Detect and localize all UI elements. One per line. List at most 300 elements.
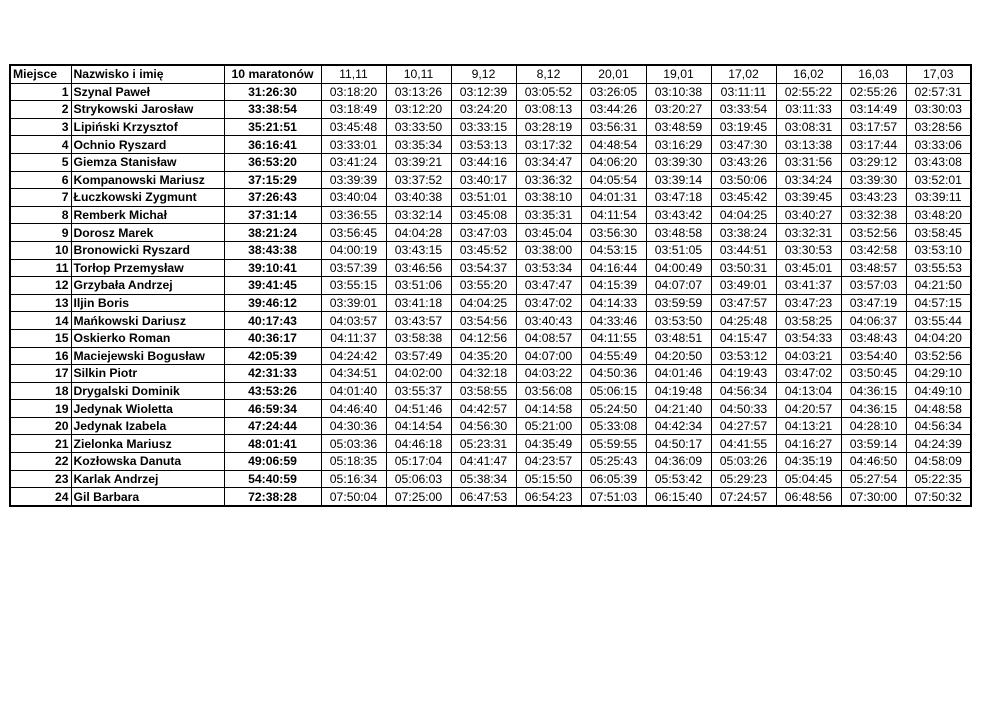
marathon-time-cell: 04:01:40 (321, 382, 386, 400)
marathon-time-cell: 04:46:18 (386, 435, 451, 453)
place-cell: 16 (10, 347, 71, 365)
marathon-time-cell: 03:30:03 (906, 101, 971, 119)
header-row (10, 65, 971, 83)
marathon-time-cell: 03:51:01 (451, 189, 516, 207)
marathon-time-cell: 03:14:49 (841, 101, 906, 119)
marathon-time-cell: 04:58:09 (906, 453, 971, 471)
marathon-time-cell: 05:04:45 (776, 470, 841, 488)
marathon-time-cell: 05:03:26 (711, 453, 776, 471)
place-cell: 8 (10, 206, 71, 224)
marathon-time-cell: 03:55:37 (386, 382, 451, 400)
marathon-time-cell: 03:41:18 (386, 294, 451, 312)
marathon-time-cell: 04:15:47 (711, 329, 776, 347)
marathon-time-cell: 02:55:26 (841, 83, 906, 101)
name-cell: Maciejewski Bogusław (71, 347, 224, 365)
total-time-cell: 72:38:28 (224, 488, 321, 506)
marathon-time-cell: 03:16:29 (646, 136, 711, 154)
place-cell: 19 (10, 400, 71, 418)
marathon-time-cell: 03:33:54 (711, 101, 776, 119)
total-time-cell: 47:24:44 (224, 417, 321, 435)
marathon-time-cell: 03:40:27 (776, 206, 841, 224)
marathon-time-cell: 04:46:50 (841, 453, 906, 471)
marathon-time-cell: 07:30:00 (841, 488, 906, 506)
name-cell: Torłop Przemysław (71, 259, 224, 277)
table-row (10, 259, 971, 277)
header-place: Miejsce (10, 65, 71, 83)
marathon-time-cell: 03:39:45 (776, 189, 841, 207)
marathon-time-cell: 03:47:18 (646, 189, 711, 207)
marathon-time-cell: 03:38:24 (711, 224, 776, 242)
marathon-time-cell: 05:03:36 (321, 435, 386, 453)
table-row (10, 312, 971, 330)
marathon-time-cell: 03:17:57 (841, 118, 906, 136)
marathon-time-cell: 03:32:14 (386, 206, 451, 224)
total-time-cell: 39:10:41 (224, 259, 321, 277)
marathon-time-cell: 03:53:12 (711, 347, 776, 365)
marathon-time-cell: 03:58:25 (776, 312, 841, 330)
total-time-cell: 40:17:43 (224, 312, 321, 330)
name-cell: Silkin Piotr (71, 365, 224, 383)
marathon-time-cell: 04:01:31 (581, 189, 646, 207)
marathon-time-cell: 04:04:25 (711, 206, 776, 224)
marathon-time-cell: 03:57:49 (386, 347, 451, 365)
marathon-time-cell: 05:16:34 (321, 470, 386, 488)
marathon-time-cell: 04:04:28 (386, 224, 451, 242)
marathon-time-cell: 03:45:01 (776, 259, 841, 277)
marathon-time-cell: 04:50:36 (581, 365, 646, 383)
marathon-time-cell: 03:31:56 (776, 153, 841, 171)
marathon-time-cell: 04:15:39 (581, 277, 646, 295)
marathon-time-cell: 05:18:35 (321, 453, 386, 471)
marathon-time-cell: 06:15:40 (646, 488, 711, 506)
table-row (10, 417, 971, 435)
marathon-time-cell: 04:56:30 (451, 417, 516, 435)
marathon-time-cell: 06:47:53 (451, 488, 516, 506)
total-time-cell: 42:05:39 (224, 347, 321, 365)
header-date: 8,12 (516, 65, 581, 83)
marathon-time-cell: 04:04:20 (906, 329, 971, 347)
marathon-time-cell: 05:38:34 (451, 470, 516, 488)
marathon-time-cell: 04:35:20 (451, 347, 516, 365)
marathon-time-cell: 04:41:55 (711, 435, 776, 453)
marathon-time-cell: 03:49:01 (711, 277, 776, 295)
marathon-time-cell: 03:56:08 (516, 382, 581, 400)
name-cell: Remberk Michał (71, 206, 224, 224)
marathon-time-cell: 03:20:27 (646, 101, 711, 119)
marathon-time-cell: 03:54:33 (776, 329, 841, 347)
marathon-time-cell: 05:06:03 (386, 470, 451, 488)
header-date: 11,11 (321, 65, 386, 83)
marathon-time-cell: 03:39:30 (646, 153, 711, 171)
marathon-time-cell: 04:21:50 (906, 277, 971, 295)
marathon-time-cell: 07:50:04 (321, 488, 386, 506)
place-cell: 12 (10, 277, 71, 295)
marathon-time-cell: 03:43:57 (386, 312, 451, 330)
place-cell: 17 (10, 365, 71, 383)
marathon-time-cell: 03:40:04 (321, 189, 386, 207)
total-time-cell: 36:53:20 (224, 153, 321, 171)
marathon-time-cell: 03:55:53 (906, 259, 971, 277)
marathon-time-cell: 03:18:20 (321, 83, 386, 101)
marathon-time-cell: 03:56:30 (581, 224, 646, 242)
marathon-time-cell: 04:20:50 (646, 347, 711, 365)
marathon-time-cell: 03:37:52 (386, 171, 451, 189)
table-row (10, 329, 971, 347)
marathon-time-cell: 03:08:31 (776, 118, 841, 136)
marathon-time-cell: 03:56:45 (321, 224, 386, 242)
marathon-time-cell: 04:33:46 (581, 312, 646, 330)
total-time-cell: 36:16:41 (224, 136, 321, 154)
table-row (10, 171, 971, 189)
marathon-time-cell: 04:14:33 (581, 294, 646, 312)
name-cell: Grzybała Andrzej (71, 277, 224, 295)
marathon-time-cell: 03:13:38 (776, 136, 841, 154)
marathon-time-cell: 06:05:39 (581, 470, 646, 488)
marathon-time-cell: 04:36:15 (841, 400, 906, 418)
table-row (10, 453, 971, 471)
marathon-time-cell: 03:47:47 (516, 277, 581, 295)
header-date: 16,02 (776, 65, 841, 83)
place-cell: 3 (10, 118, 71, 136)
place-cell: 14 (10, 312, 71, 330)
marathon-time-cell: 03:26:05 (581, 83, 646, 101)
table-row (10, 136, 971, 154)
marathon-time-cell: 05:25:43 (581, 453, 646, 471)
marathon-time-cell: 04:50:17 (646, 435, 711, 453)
marathon-time-cell: 04:50:33 (711, 400, 776, 418)
table-row (10, 153, 971, 171)
marathon-time-cell: 04:42:34 (646, 417, 711, 435)
marathon-time-cell: 04:11:37 (321, 329, 386, 347)
marathon-time-cell: 04:36:09 (646, 453, 711, 471)
marathon-time-cell: 03:39:14 (646, 171, 711, 189)
marathon-time-cell: 03:47:23 (776, 294, 841, 312)
name-cell: Szynal Paweł (71, 83, 224, 101)
marathon-time-cell: 03:32:31 (776, 224, 841, 242)
marathon-time-cell: 03:38:10 (516, 189, 581, 207)
marathon-time-cell: 05:24:50 (581, 400, 646, 418)
marathon-time-cell: 03:33:01 (321, 136, 386, 154)
place-cell: 1 (10, 83, 71, 101)
total-time-cell: 33:38:54 (224, 101, 321, 119)
marathon-time-cell: 03:47:30 (711, 136, 776, 154)
marathon-time-cell: 03:55:20 (451, 277, 516, 295)
marathon-time-cell: 05:27:54 (841, 470, 906, 488)
marathon-time-cell: 04:08:57 (516, 329, 581, 347)
marathon-time-cell: 03:47:03 (451, 224, 516, 242)
marathon-time-cell: 03:57:39 (321, 259, 386, 277)
marathon-time-cell: 07:25:00 (386, 488, 451, 506)
name-cell: Strykowski Jarosław (71, 101, 224, 119)
marathon-time-cell: 03:47:02 (776, 365, 841, 383)
marathon-time-cell: 05:29:23 (711, 470, 776, 488)
marathon-time-cell: 03:36:55 (321, 206, 386, 224)
marathon-time-cell: 03:59:59 (646, 294, 711, 312)
total-time-cell: 31:26:30 (224, 83, 321, 101)
marathon-time-cell: 03:41:37 (776, 277, 841, 295)
marathon-time-cell: 03:56:31 (581, 118, 646, 136)
marathon-time-cell: 03:33:50 (386, 118, 451, 136)
table-row (10, 435, 971, 453)
marathon-time-cell: 04:49:10 (906, 382, 971, 400)
marathon-time-cell: 03:39:30 (841, 171, 906, 189)
marathon-time-cell: 04:53:15 (581, 241, 646, 259)
marathon-time-cell: 03:34:47 (516, 153, 581, 171)
total-time-cell: 38:43:38 (224, 241, 321, 259)
marathon-time-cell: 04:25:48 (711, 312, 776, 330)
marathon-time-cell: 03:44:51 (711, 241, 776, 259)
marathon-time-cell: 04:03:57 (321, 312, 386, 330)
table-row (10, 382, 971, 400)
table-row (10, 470, 971, 488)
header-name: Nazwisko i imię (71, 65, 224, 83)
marathon-time-cell: 04:56:34 (906, 417, 971, 435)
marathon-time-cell: 03:50:06 (711, 171, 776, 189)
marathon-time-cell: 05:23:31 (451, 435, 516, 453)
marathon-time-cell: 03:57:03 (841, 277, 906, 295)
place-cell: 10 (10, 241, 71, 259)
table-row (10, 118, 971, 136)
name-cell: Oskierko Roman (71, 329, 224, 347)
marathon-time-cell: 03:13:26 (386, 83, 451, 101)
marathon-time-cell: 04:24:39 (906, 435, 971, 453)
total-time-cell: 37:26:43 (224, 189, 321, 207)
marathon-time-cell: 04:48:58 (906, 400, 971, 418)
total-time-cell: 37:15:29 (224, 171, 321, 189)
header-date: 17,02 (711, 65, 776, 83)
marathon-time-cell: 04:03:21 (776, 347, 841, 365)
table-row (10, 347, 971, 365)
marathon-time-cell: 03:58:45 (906, 224, 971, 242)
marathon-time-cell: 03:10:38 (646, 83, 711, 101)
marathon-time-cell: 03:43:15 (386, 241, 451, 259)
marathon-time-cell: 03:52:56 (841, 224, 906, 242)
total-time-cell: 39:46:12 (224, 294, 321, 312)
marathon-time-cell: 03:51:06 (386, 277, 451, 295)
marathon-time-cell: 03:11:33 (776, 101, 841, 119)
name-cell: Mańkowski Dariusz (71, 312, 224, 330)
marathon-time-cell: 03:42:58 (841, 241, 906, 259)
header-date: 9,12 (451, 65, 516, 83)
marathon-time-cell: 03:28:56 (906, 118, 971, 136)
marathon-time-cell: 03:30:53 (776, 241, 841, 259)
marathon-time-cell: 03:17:32 (516, 136, 581, 154)
marathon-time-cell: 03:38:00 (516, 241, 581, 259)
marathon-time-cell: 03:43:23 (841, 189, 906, 207)
marathon-time-cell: 03:45:48 (321, 118, 386, 136)
marathon-time-cell: 03:36:32 (516, 171, 581, 189)
marathon-time-cell: 03:45:04 (516, 224, 581, 242)
marathon-time-cell: 03:48:59 (646, 118, 711, 136)
marathon-time-cell: 03:33:15 (451, 118, 516, 136)
marathon-time-cell: 03:48:57 (841, 259, 906, 277)
place-cell: 24 (10, 488, 71, 506)
place-cell: 9 (10, 224, 71, 242)
marathon-time-cell: 03:40:38 (386, 189, 451, 207)
place-cell: 23 (10, 470, 71, 488)
name-cell: Drygalski Dominik (71, 382, 224, 400)
marathon-time-cell: 02:57:31 (906, 83, 971, 101)
marathon-time-cell: 04:35:19 (776, 453, 841, 471)
marathon-time-cell: 04:20:57 (776, 400, 841, 418)
marathon-time-cell: 03:55:15 (321, 277, 386, 295)
marathon-time-cell: 03:54:40 (841, 347, 906, 365)
marathon-time-cell: 03:24:20 (451, 101, 516, 119)
marathon-time-cell: 03:11:11 (711, 83, 776, 101)
marathon-time-cell: 03:43:26 (711, 153, 776, 171)
name-cell: Jedynak Wioletta (71, 400, 224, 418)
name-cell: Karlak Andrzej (71, 470, 224, 488)
marathon-time-cell: 03:48:58 (646, 224, 711, 242)
marathon-time-cell: 04:12:56 (451, 329, 516, 347)
marathon-time-cell: 05:21:00 (516, 417, 581, 435)
marathon-time-cell: 03:47:57 (711, 294, 776, 312)
place-cell: 13 (10, 294, 71, 312)
name-cell: Dorosz Marek (71, 224, 224, 242)
place-cell: 6 (10, 171, 71, 189)
marathon-time-cell: 04:02:00 (386, 365, 451, 383)
name-cell: Zielonka Mariusz (71, 435, 224, 453)
marathon-time-cell: 03:48:43 (841, 329, 906, 347)
marathon-time-cell: 03:50:45 (841, 365, 906, 383)
place-cell: 4 (10, 136, 71, 154)
marathon-time-cell: 03:12:39 (451, 83, 516, 101)
marathon-time-cell: 04:35:49 (516, 435, 581, 453)
marathon-time-cell: 04:48:54 (581, 136, 646, 154)
place-cell: 7 (10, 189, 71, 207)
marathon-time-cell: 03:39:11 (906, 189, 971, 207)
marathon-time-cell: 04:32:18 (451, 365, 516, 383)
marathon-time-cell: 03:54:37 (451, 259, 516, 277)
marathon-time-cell: 05:06:15 (581, 382, 646, 400)
name-cell: Lipiński Krzysztof (71, 118, 224, 136)
table-row (10, 277, 971, 295)
marathon-time-cell: 03:45:42 (711, 189, 776, 207)
marathon-time-cell: 03:44:26 (581, 101, 646, 119)
marathon-time-cell: 04:16:27 (776, 435, 841, 453)
marathon-time-cell: 03:39:21 (386, 153, 451, 171)
place-cell: 15 (10, 329, 71, 347)
marathon-time-cell: 03:53:34 (516, 259, 581, 277)
marathon-time-cell: 04:14:58 (516, 400, 581, 418)
marathon-time-cell: 04:11:55 (581, 329, 646, 347)
name-cell: Kozłowska Danuta (71, 453, 224, 471)
total-time-cell: 48:01:41 (224, 435, 321, 453)
table-row (10, 206, 971, 224)
marathon-time-cell: 04:00:49 (646, 259, 711, 277)
marathon-time-cell: 03:48:51 (646, 329, 711, 347)
marathon-time-cell: 03:43:08 (906, 153, 971, 171)
name-cell: Ochnio Ryszard (71, 136, 224, 154)
marathon-time-cell: 04:05:54 (581, 171, 646, 189)
place-cell: 21 (10, 435, 71, 453)
marathon-time-cell: 03:47:02 (516, 294, 581, 312)
marathon-time-cell: 04:46:40 (321, 400, 386, 418)
marathon-time-cell: 07:24:57 (711, 488, 776, 506)
table-row (10, 294, 971, 312)
total-time-cell: 37:31:14 (224, 206, 321, 224)
marathon-time-cell: 03:45:52 (451, 241, 516, 259)
total-time-cell: 35:21:51 (224, 118, 321, 136)
header-date: 19,01 (646, 65, 711, 83)
name-cell: Jedynak Izabela (71, 417, 224, 435)
marathon-time-cell: 04:30:36 (321, 417, 386, 435)
marathon-time-cell: 04:13:04 (776, 382, 841, 400)
total-time-cell: 38:21:24 (224, 224, 321, 242)
marathon-time-cell: 04:00:19 (321, 241, 386, 259)
table-row (10, 365, 971, 383)
marathon-time-cell: 03:44:16 (451, 153, 516, 171)
place-cell: 20 (10, 417, 71, 435)
marathon-time-cell: 04:06:37 (841, 312, 906, 330)
marathon-time-cell: 04:42:57 (451, 400, 516, 418)
marathon-time-cell: 03:50:31 (711, 259, 776, 277)
name-cell: Iljin Boris (71, 294, 224, 312)
marathon-time-cell: 03:53:50 (646, 312, 711, 330)
place-cell: 22 (10, 453, 71, 471)
marathon-time-cell: 05:53:42 (646, 470, 711, 488)
marathon-time-cell: 05:15:50 (516, 470, 581, 488)
header-date: 10,11 (386, 65, 451, 83)
table-row (10, 400, 971, 418)
marathon-time-cell: 04:14:54 (386, 417, 451, 435)
marathon-time-cell: 04:19:43 (711, 365, 776, 383)
marathon-time-cell: 04:21:40 (646, 400, 711, 418)
marathon-time-cell: 03:39:01 (321, 294, 386, 312)
marathon-time-cell: 03:33:06 (906, 136, 971, 154)
total-time-cell: 43:53:26 (224, 382, 321, 400)
table-row (10, 189, 971, 207)
marathon-time-cell: 04:34:51 (321, 365, 386, 383)
marathon-time-cell: 03:39:39 (321, 171, 386, 189)
marathon-time-cell: 03:58:55 (451, 382, 516, 400)
total-time-cell: 42:31:33 (224, 365, 321, 383)
table-row (10, 488, 971, 506)
marathon-time-cell: 03:45:08 (451, 206, 516, 224)
table-row (10, 224, 971, 242)
place-cell: 5 (10, 153, 71, 171)
table-row (10, 83, 971, 101)
marathon-time-cell: 04:11:54 (581, 206, 646, 224)
marathon-time-cell: 03:05:52 (516, 83, 581, 101)
table-row (10, 101, 971, 119)
marathon-time-cell: 05:17:04 (386, 453, 451, 471)
marathon-time-cell: 03:51:05 (646, 241, 711, 259)
marathon-time-cell: 04:27:57 (711, 417, 776, 435)
marathon-time-cell: 04:04:25 (451, 294, 516, 312)
marathon-time-cell: 03:59:14 (841, 435, 906, 453)
marathon-time-cell: 03:35:34 (386, 136, 451, 154)
marathon-time-cell: 03:54:56 (451, 312, 516, 330)
marathon-time-cell: 03:34:24 (776, 171, 841, 189)
header-date: 16,03 (841, 65, 906, 83)
marathon-time-cell: 05:33:08 (581, 417, 646, 435)
marathon-time-cell: 03:28:19 (516, 118, 581, 136)
name-cell: Gil Barbara (71, 488, 224, 506)
marathon-time-cell: 04:07:07 (646, 277, 711, 295)
marathon-time-cell: 04:19:48 (646, 382, 711, 400)
marathon-time-cell: 04:16:44 (581, 259, 646, 277)
place-cell: 2 (10, 101, 71, 119)
marathon-time-cell: 03:43:42 (646, 206, 711, 224)
header-total: 10 maratonów (224, 65, 321, 83)
marathon-time-cell: 03:17:44 (841, 136, 906, 154)
marathon-time-cell: 03:19:45 (711, 118, 776, 136)
marathon-time-cell: 04:28:10 (841, 417, 906, 435)
name-cell: Giemza Stanisław (71, 153, 224, 171)
marathon-time-cell: 04:01:46 (646, 365, 711, 383)
marathon-time-cell: 03:53:10 (906, 241, 971, 259)
